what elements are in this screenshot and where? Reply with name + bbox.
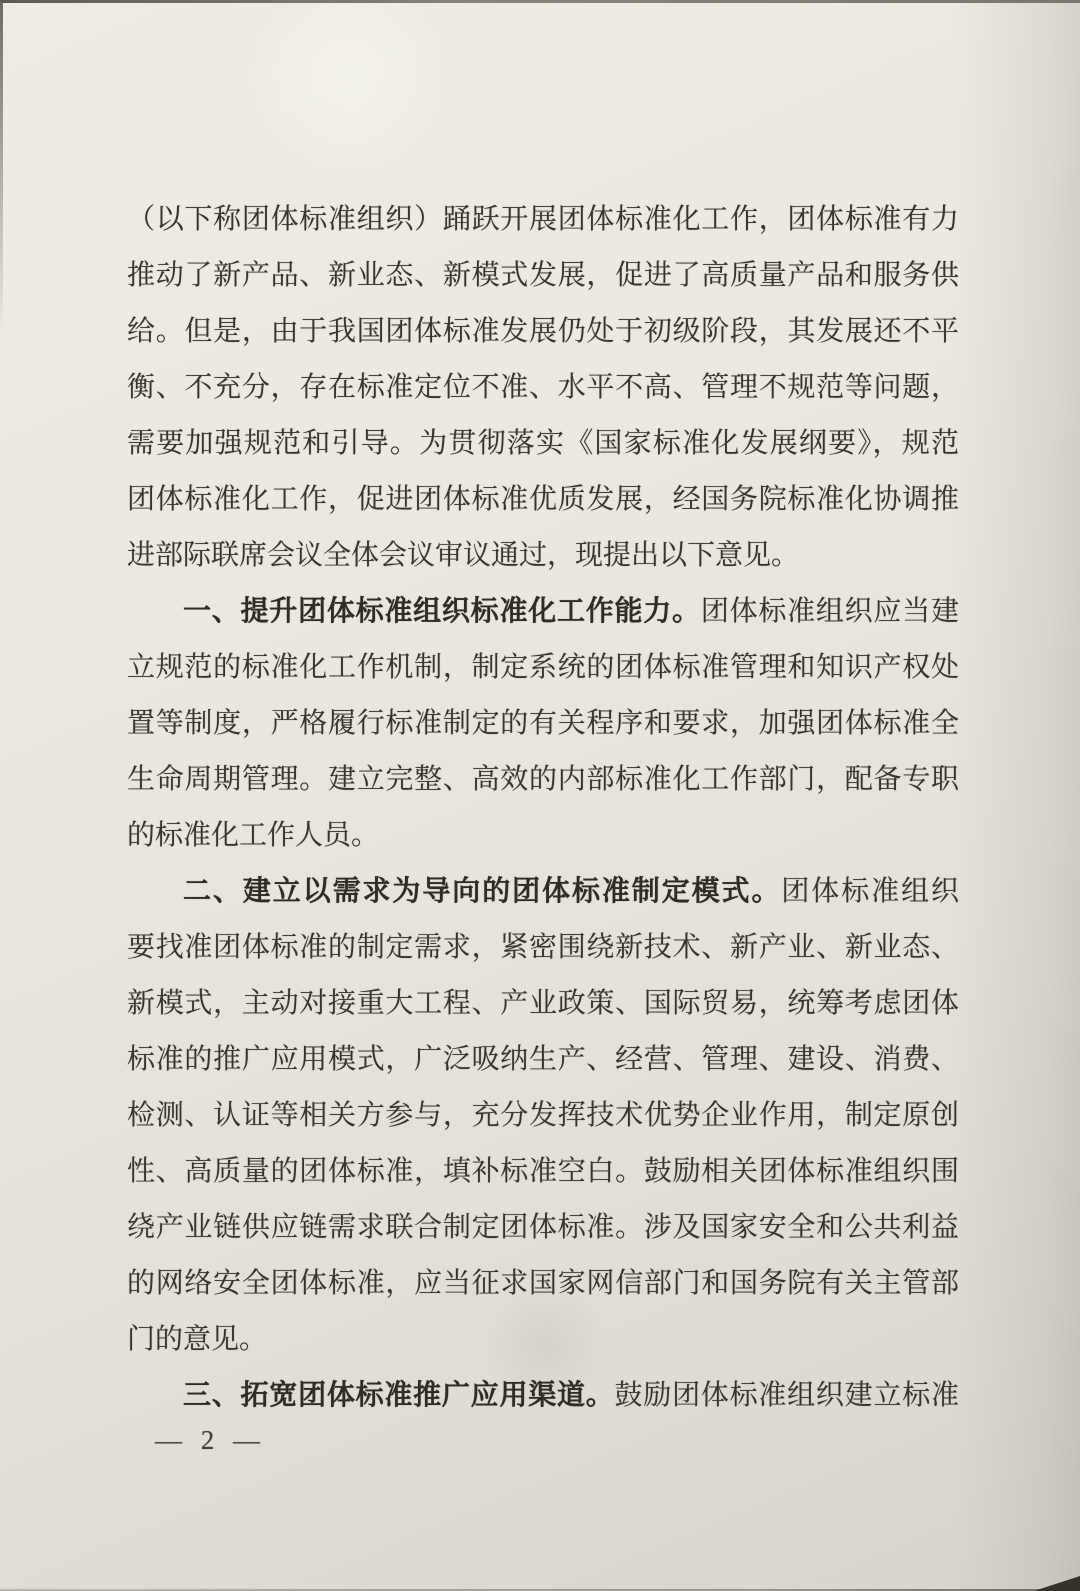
text-line	[127, 752, 959, 808]
body-text: 团体标准组织	[781, 876, 959, 907]
body-text: 给。但是，由于我国团体标准发展仍处于初级阶段，其发展还不平	[127, 316, 959, 347]
body-text: 的标准化工作人员。	[127, 820, 380, 851]
body-text: 标准的推广应用模式，广泛吸纳生产、经营、管理、建设、消费、	[127, 1044, 959, 1075]
text-line	[127, 1312, 959, 1368]
text-line	[127, 304, 959, 360]
text-line	[127, 696, 959, 752]
page-number: — 2 —	[155, 1425, 266, 1455]
body-text: 门的意见。	[127, 1324, 268, 1355]
body-text: 新模式，主动对接重大工程、产业政策、国际贸易，统筹考虑团体	[127, 988, 959, 1019]
text-line	[127, 416, 959, 472]
body-text: 衡、不充分，存在标准定位不准、水平不高、管理不规范等问题，	[127, 372, 959, 403]
paragraph-section-2	[127, 864, 959, 1368]
body-text: 需要加强规范和引导。为贯彻落实《国家标准化发展纲要》，规范	[127, 428, 959, 459]
body-text: 要找准团体标准的制定需求，紧密围绕新技术、新产业、新业态、	[127, 932, 959, 963]
text-line	[127, 1088, 959, 1144]
section-heading-text: 一、提升团体标准组织标准化工作能力。	[183, 596, 701, 627]
text-line	[127, 528, 959, 584]
scan-corner-shadow	[1034, 1576, 1080, 1591]
text-line	[127, 864, 959, 920]
text-line	[127, 976, 959, 1032]
body-text: 立规范的标准化工作机制，制定系统的团体标准管理和知识产权处	[127, 652, 959, 683]
body-text: 鼓励团体标准组织建立标准	[614, 1380, 959, 1411]
section-heading-text: 三、拓宽团体标准推广应用渠道。	[183, 1380, 615, 1411]
paragraph-section-3	[127, 1368, 959, 1424]
paragraph-intro	[127, 192, 959, 584]
text-line	[127, 920, 959, 976]
document-body	[127, 192, 959, 1424]
text-line	[127, 808, 959, 864]
text-line	[127, 1032, 959, 1088]
text-line	[127, 192, 959, 248]
text-line	[127, 248, 959, 304]
section-heading-text: 二、建立以需求为导向的团体标准制定模式。	[183, 876, 782, 907]
body-text: 团体标准组织应当建	[700, 596, 959, 627]
body-text: 生命周期管理。建立完整、高效的内部标准化工作部门，配备专职	[127, 764, 959, 795]
text-line	[127, 1256, 959, 1312]
text-line	[127, 1144, 959, 1200]
paragraph-section-1	[127, 584, 959, 864]
body-text: 的网络安全团体标准，应当征求国家网信部门和国务院有关主管部	[127, 1268, 959, 1299]
scan-edge-top	[0, 0, 1080, 3]
body-text: （以下称团体标准组织）踊跃开展团体标准化工作，团体标准有力	[127, 204, 959, 235]
body-text: 性、高质量的团体标准，填补标准空白。鼓励相关团体标准组织围	[127, 1156, 959, 1187]
scan-edge-left	[0, 2, 3, 332]
body-text: 绕产业链供应链需求联合制定团体标准。涉及国家安全和公共利益	[127, 1212, 959, 1243]
body-text: 置等制度，严格履行标准制定的有关程序和要求，加强团体标准全	[127, 708, 959, 739]
text-line	[127, 640, 959, 696]
body-text: 检测、认证等相关方参与，充分发挥技术优势企业作用，制定原创	[127, 1100, 959, 1131]
text-line	[127, 1368, 959, 1424]
text-line	[127, 472, 959, 528]
text-line	[127, 360, 959, 416]
text-line	[127, 584, 959, 640]
body-text: 进部际联席会议全体会议审议通过，现提出以下意见。	[127, 540, 800, 571]
body-text: 团体标准化工作，促进团体标准优质发展，经国务院标准化协调推	[127, 484, 959, 515]
body-text: 推动了新产品、新业态、新模式发展，促进了高质量产品和服务供	[127, 260, 959, 291]
text-line	[127, 1200, 959, 1256]
